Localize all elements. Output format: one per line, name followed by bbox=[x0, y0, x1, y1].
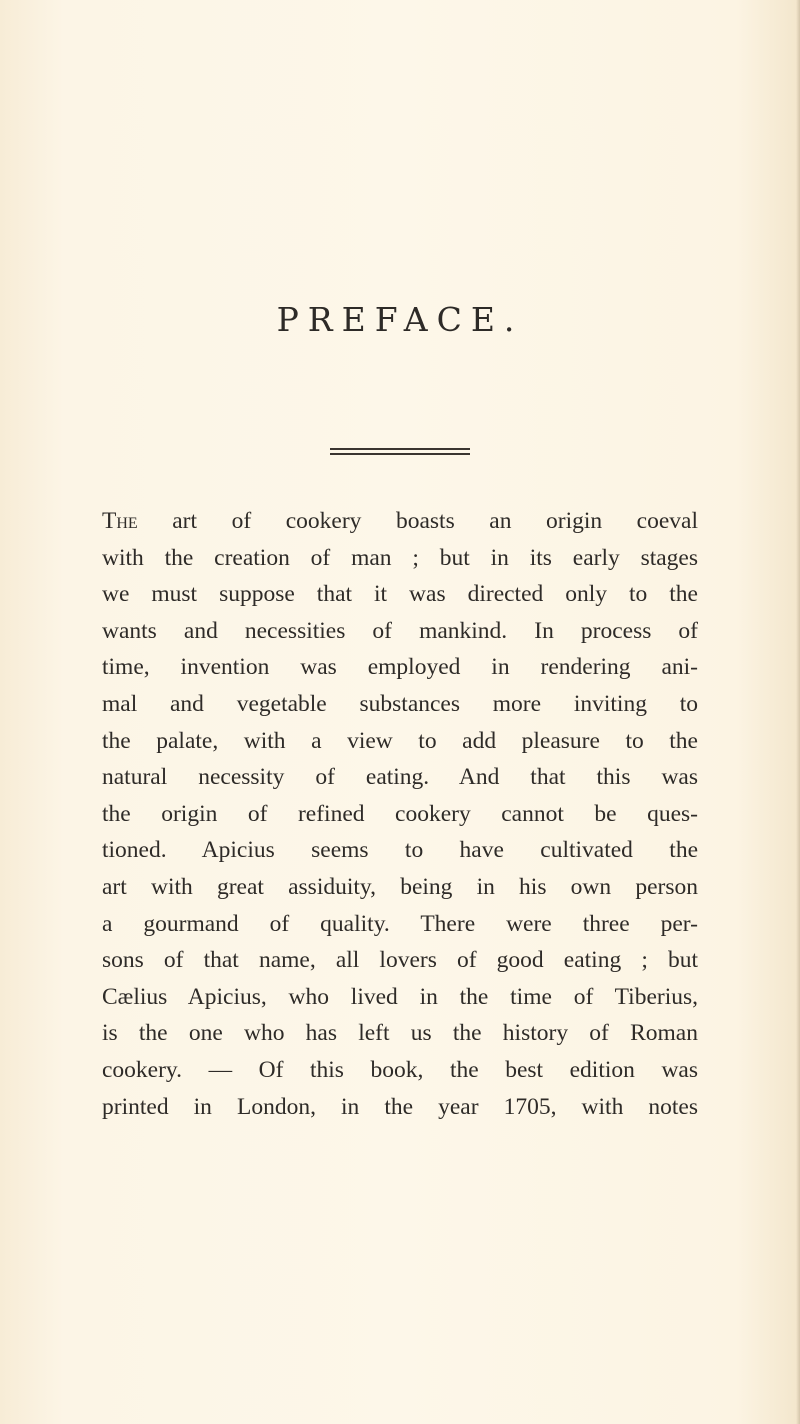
paragraph-line: with the creation of man ; but in its early stages bbox=[102, 544, 698, 571]
rule-line-top bbox=[330, 448, 470, 450]
paragraph-line: art with great assiduity, being in his own person bbox=[102, 873, 698, 900]
title-double-rule bbox=[330, 448, 470, 456]
paragraph-line: natural necessity of eating. And that this was bbox=[102, 764, 698, 791]
paragraph-line: tioned. Apicius seems to have cultivated the bbox=[102, 837, 698, 864]
preface-paragraph bbox=[102, 503, 698, 1125]
paragraph-line: printed in London, in the year 1705, with notes bbox=[102, 1093, 698, 1120]
paragraph-line: cookery. — Of this book, the best edition was bbox=[102, 1056, 698, 1083]
paragraph-line: sons of that name, all lovers of good eating ; but bbox=[102, 947, 698, 974]
paragraph-line: The art of cookery boasts an origin coeval bbox=[102, 508, 699, 534]
page-edge-shadow bbox=[796, 0, 800, 1424]
paragraph-line: is the one who has left us the history of Roman bbox=[102, 1020, 698, 1047]
paragraph-line: we must suppose that it was directed only to the bbox=[102, 581, 698, 608]
rule-line-bottom bbox=[330, 453, 470, 455]
paragraph-line: mal and vegetable substances more inviting to bbox=[102, 690, 698, 717]
paragraph-line: a gourmand of quality. There were three per- bbox=[102, 910, 698, 937]
paragraph-line: Cælius Apicius, who lived in the time of Tiberius, bbox=[102, 983, 698, 1010]
paragraph-line: the palate, with a view to add pleasure to the bbox=[102, 727, 698, 754]
paragraph-line: time, invention was employed in rendering ani- bbox=[102, 654, 698, 681]
paragraph-line: the origin of refined cookery cannot be ques- bbox=[102, 800, 698, 827]
paragraph-line: wants and necessities of mankind. In process of bbox=[102, 617, 698, 644]
page-title: PREFACE. bbox=[276, 300, 524, 339]
lead-word: The bbox=[102, 508, 138, 534]
